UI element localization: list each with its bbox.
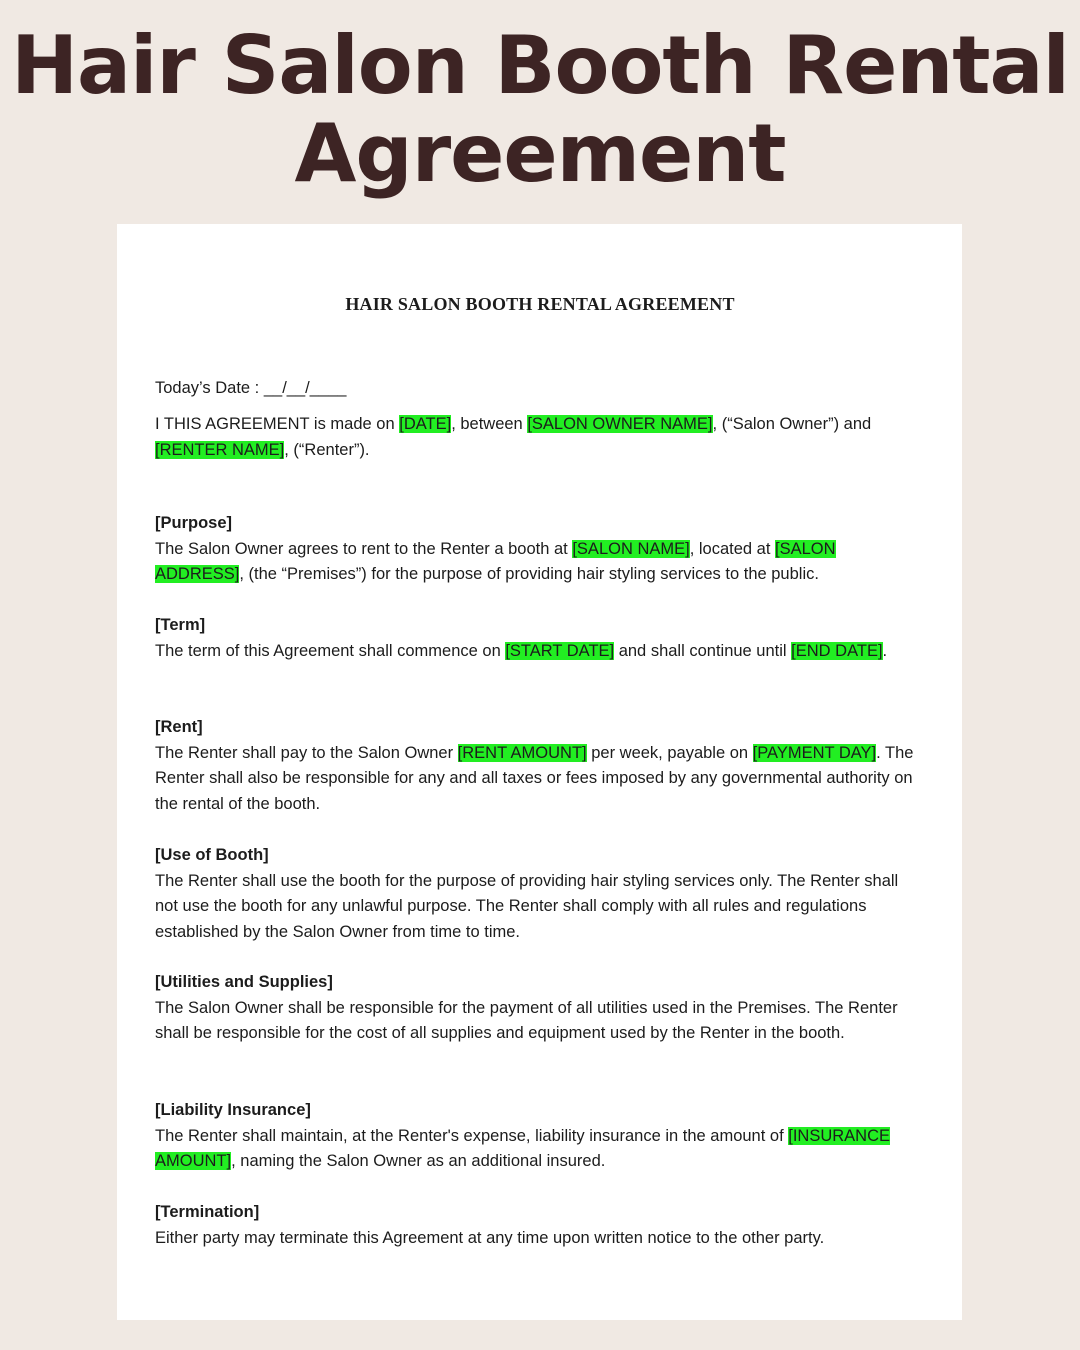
document-title: HAIR SALON BOOTH RENTAL AGREEMENT <box>345 294 735 314</box>
utilities-text: The Salon Owner shall be responsible for the payment of all utilities used in the Premises. The Renter shall be responsible for the cost of all supplies and equipment used by the Renter in the booth. <box>155 998 898 1043</box>
use-of-booth-section <box>155 843 925 945</box>
term-text: The term of this Agreement shall commence on <box>155 641 506 660</box>
salon-owner-name-field: [SALON OWNER NAME] <box>527 415 713 433</box>
purpose-section <box>155 511 925 588</box>
todays-date-blank: __/__/____ <box>259 379 347 397</box>
use-of-booth-heading: [Use of Booth] <box>155 846 269 864</box>
insurance-section <box>155 1098 925 1175</box>
page-title-line-2: Agreement <box>294 107 786 200</box>
purpose-text: The Salon Owner agrees to rent to the Renter a booth at <box>155 539 573 558</box>
term-heading: [Term] <box>155 616 206 634</box>
term-section <box>155 613 925 664</box>
intro-text: , (“Renter”). <box>284 440 370 459</box>
term-text: and shall continue until <box>614 641 792 660</box>
todays-date-label: Today’s Date : <box>155 379 260 397</box>
intro-text: , between <box>451 415 528 433</box>
use-of-booth-text: The Renter shall use the booth for the purpose of providing hair styling services only. The Renter shall not use the booth for any unlawful purpose. The Renter shall comply with all rules and regulations established by the Salon Owner from time to time. <box>155 871 899 941</box>
rent-section <box>155 715 925 817</box>
purpose-heading: [Purpose] <box>155 514 233 532</box>
renter-name-field: [RENTER NAME] <box>155 440 285 459</box>
salon-name-field: [SALON NAME] <box>572 539 690 558</box>
intro-paragraph <box>155 412 925 463</box>
rent-text: . The Renter shall also be responsible for any and all taxes or fees imposed by any governmental authority on the rental of the booth. <box>155 743 914 813</box>
termination-text: Either party may terminate this Agreement at any time upon written notice to the other party. <box>155 1228 825 1247</box>
intro-text: I THIS AGREEMENT is made on <box>155 415 400 433</box>
page-title-line-1: Hair Salon Booth Rental <box>11 19 1069 112</box>
document-page <box>117 224 962 1320</box>
utilities-heading: [Utilities and Supplies] <box>155 973 333 991</box>
utilities-section <box>155 970 925 1047</box>
intro-text: , (“Salon Owner”) and <box>712 415 872 433</box>
insurance-text: The Renter shall maintain, at the Renter's expense, liability insurance in the amount of <box>155 1126 789 1145</box>
termination-heading: [Termination] <box>155 1203 260 1221</box>
start-date-field: [START DATE] <box>505 641 615 660</box>
payment-day-field: [PAYMENT DAY] <box>752 743 877 762</box>
termination-section <box>155 1200 925 1251</box>
rent-text: per week, payable on <box>586 743 753 762</box>
rent-amount-field: [RENT AMOUNT] <box>457 743 587 762</box>
rent-heading: [Rent] <box>155 718 203 736</box>
insurance-amount-field: [INSURANCE AMOUNT] <box>155 1126 891 1171</box>
insurance-heading: [Liability Insurance] <box>155 1101 311 1119</box>
purpose-text: , located at <box>689 539 776 558</box>
insurance-text: , naming the Salon Owner as an additional insured. <box>231 1152 606 1171</box>
end-date-field: [END DATE] <box>791 641 883 660</box>
date-field: [DATE] <box>399 415 452 433</box>
todays-date-line <box>155 376 925 402</box>
page-title <box>0 19 1080 200</box>
rent-text: The Renter shall pay to the Salon Owner <box>155 743 458 762</box>
salon-address-field: [SALON ADDRESS] <box>155 539 836 584</box>
term-text: . <box>882 641 888 660</box>
purpose-text: , (the “Premises”) for the purpose of providing hair styling services to the public. <box>239 565 819 584</box>
